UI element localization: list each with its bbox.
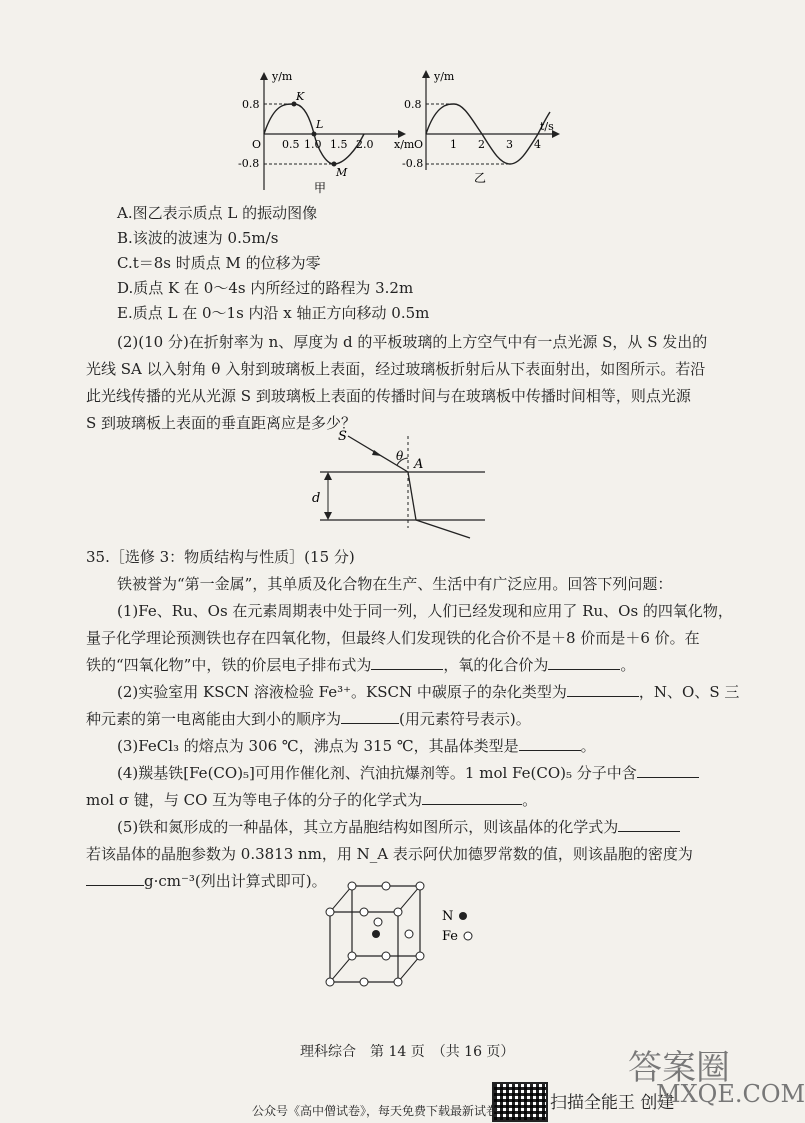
q2-line: 光线 SA 以入射角 θ 入射到玻璃板上表面，经过玻璃板折射后从下表面射出，如图所示。若沿 [86,360,706,378]
q2-line: S 到玻璃板上表面的垂直距离应是多少？ [86,414,357,432]
axis-label-x: x/m [394,138,415,151]
label-l: L [316,118,324,131]
glass-plate-figure [300,428,500,538]
q35-line: mol σ 键，与 CO 互为等电子体的分子的化学式为 。 [86,791,538,809]
tick-y-bottom: -0.8 [238,157,260,170]
q35-line: (4)羰基铁[Fe(CO)₅]可用作催化剂、汽油抗爆剂等。1 mol Fe(CO)₅ 分子中含 [117,763,699,783]
q35-line: (5)铁和氮形成的一种晶体，其立方晶胞结构如图所示，则该晶体的化学式为 [117,817,680,837]
legend-n: N [442,909,454,924]
point-l [312,132,317,137]
bottom-line: 公众号《高中僧试卷》，每天免费下载最新试卷 [252,1104,499,1118]
option-d: D.质点 K 在 0～4s 内所经过的路程为 3.2m [117,279,414,297]
option-b: B.该波的波速为 0.5m/s [117,229,279,247]
q35-line: g·cm⁻³(列出计算式即可)。 [86,871,327,891]
tick-y-bottom: -0.8 [402,157,424,170]
q35-line: 种元素的第一电离能由大到小的顺序为 (用元素符号表示)。 [86,710,531,728]
wave-graph-jia [238,70,415,200]
option-c: C.t＝8s 时质点 M 的位移为零 [117,254,321,272]
option-e: E.质点 L 在 0～1s 内沿 x 轴正方向移动 0.5m [117,304,430,322]
qr-code [492,1082,548,1122]
q2-line: (2)(10 分)在折射率为 n、厚度为 d 的平板玻璃的上方空气中有一点光源 S，从 S 发出的 [117,333,708,351]
watermark-url: MXQE.COM [656,1080,805,1108]
q35-line: 若该晶体的晶胞参数为 0.3813 nm，用 N_A 表示阿伏加德罗常数的值，则该晶胞的密度为 [86,845,693,863]
tick-t: 2 [478,138,485,151]
q35-line: 量子化学理论预测铁也存在四氧化物，但最终人们发现铁的化合价不是＋8 价而是＋6 价。在 [86,629,700,647]
tick-t: 3 [506,138,513,151]
tick-y-top: 0.8 [404,98,422,111]
origin-label: O [252,138,262,151]
option-a: A.图乙表示质点 L 的振动图像 [117,204,318,222]
tick-y-top: 0.8 [242,98,260,111]
q35-intro: 铁被誉为“第一金属”，其单质及化合物在生产、生活中有广泛应用。回答下列问题： [117,575,673,593]
tick-x: 0.5 [282,138,300,151]
label-theta: θ [396,449,404,463]
q35-line: (1)Fe、Ru、Os 在元素周期表中处于同一列，人们已经发现和应用了 Ru、Os 的四氧化物， [117,602,733,620]
label-a: A [414,457,424,472]
axis-label-t: t/s [540,120,554,133]
label-s: S [338,429,347,444]
legend-fe: Fe [442,929,459,944]
caption-yi: 乙 [474,171,487,185]
q2-line: 此光线传播的光从光源 S 到玻璃板上表面的传播时间与在玻璃板中传播时间相等，则点光源 [86,387,691,405]
label-d: d [312,491,321,506]
page-label: 理科综合 第 14 页 （共 16 页） [300,1044,515,1060]
tick-x: 2.0 [356,138,374,151]
q35-line: (2)实验室用 KSCN 溶液检验 Fe³⁺。KSCN 中碳原子的杂化类型为 ，N、O、S 三 [117,683,740,701]
tick-x: 1.0 [304,138,322,151]
caption-jia: 甲 [314,181,327,195]
watermark-logo: 答案圈 [628,1048,730,1088]
label-k: K [296,90,305,103]
label-m: M [336,166,348,179]
tick-x: 1.5 [330,138,348,151]
tick-t: 4 [534,138,541,151]
crystal-cell-figure [318,882,488,992]
q35-line: (3)FeCl₃ 的熔点为 306 ℃，沸点为 315 ℃，其晶体类型是 。 [117,737,596,755]
q35-line: 铁的“四氧化物”中，铁的价层电子排布式为 ，氧的化合价为 。 [86,656,636,674]
tick-t: 1 [450,138,457,151]
axis-label-y: y/m [272,70,293,83]
scan-label: 扫描全能王 创建 [550,1093,675,1113]
q35-title: 35.［选修 3：物质结构与性质］(15 分) [86,548,355,566]
axis-label-y: y/m [434,70,455,83]
origin-label: O [414,138,424,151]
